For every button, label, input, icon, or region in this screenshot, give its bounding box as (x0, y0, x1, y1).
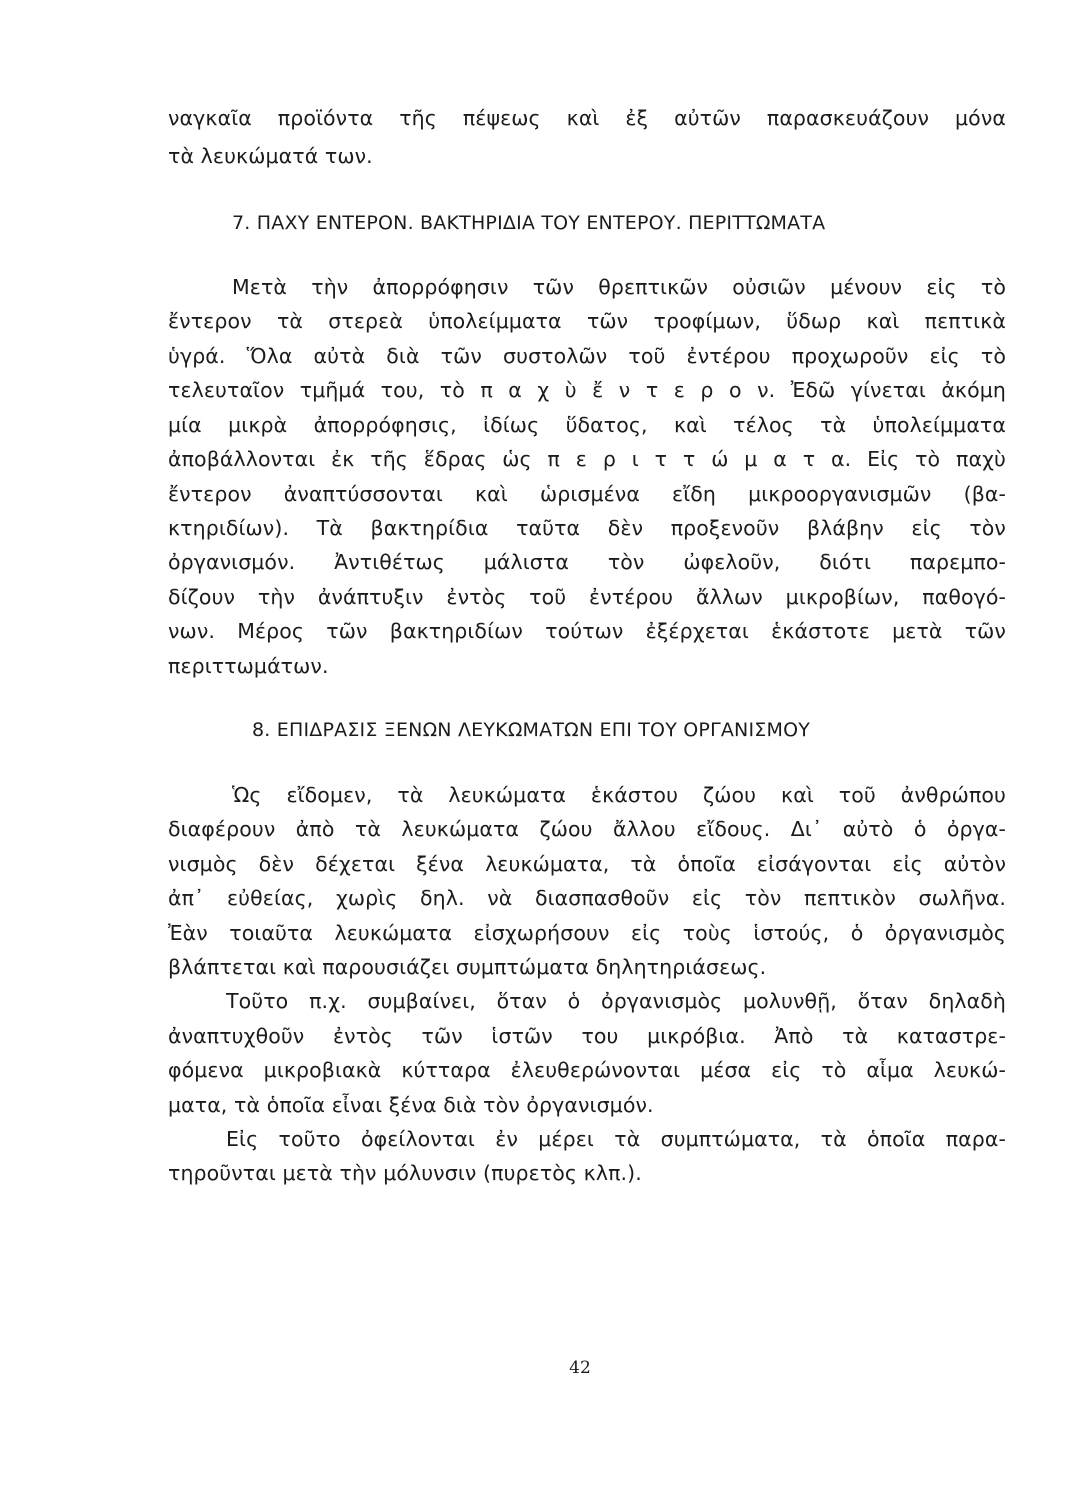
section-8-line-11: Εἰς τοῦτο ὀφείλονται ἐν μέρει τὰ συμπτώματα, τὰ ὁποῖα παρα- (226, 1127, 1006, 1151)
section-8-line-2: διαφέρουν ἀπὸ τὰ λευκώματα ζώου ἄλλου εἴδους. Δι᾽ αὐτὸ ὁ ὀργα- (168, 817, 1006, 841)
section-8-line-6: βλάπτεται καὶ παρουσιάζει συμπτώματα δηλητηριάσεως. (168, 955, 767, 979)
intro-line-1: ναγκαῖα προϊόντα τῆς πέψεως καὶ ἐξ αὐτῶν παρασκευάζουν μόνα (168, 106, 1006, 130)
section-8-line-8: ἀναπτυχθοῦν ἐντὸς τῶν ἱστῶν του μικρόβια. Ἀπὸ τὰ καταστρε- (168, 1024, 1006, 1048)
section-8-line-1: Ὡς εἴδομεν, τὰ λευκώματα ἑκάστου ζώου καὶ τοῦ ἀνθρώπου (232, 783, 1006, 807)
section-8-line-4: ἀπ᾽ εὐθείας, χωρὶς δηλ. νὰ διασπασθοῦν εἰς τὸν πεπτικὸν σωλῆνα. (168, 886, 1006, 910)
section-7-line-1: Μετὰ τὴν ἀπορρόφησιν τῶν θρεπτικῶν οὐσιῶν μένουν εἰς τὸ (232, 275, 1006, 299)
section-7-line-2: ἔντερον τὰ στερεὰ ὑπολείμματα τῶν τροφίμων, ὕδωρ καὶ πεπτικὰ (168, 309, 1006, 333)
section-7-line-5: μία μικρὰ ἀπορρόφησις, ἰδίως ὕδατος, καὶ τέλος τὰ ὑπολείμματα (168, 413, 1006, 437)
section-7-line-4: τελευταῖον τμῆμά του, τὸ π α χ ὺ ἔ ν τ ε ρ ο ν. Ἐδῶ γίνεται ἀκόμη (168, 378, 1006, 402)
section-7-line-12: περιττωμάτων. (168, 654, 329, 678)
section-8-line-7: Τοῦτο π.χ. συμβαίνει, ὅταν ὁ ὀργανισμὸς μολυνθῇ, ὅταν δηλαδὴ (226, 989, 1006, 1013)
section-8-line-9: φόμενα μικροβιακὰ κύτταρα ἐλευθερώνονται μέσα εἰς τὸ αἷμα λευκώ- (168, 1058, 1006, 1082)
section-8-line-12: τηροῦνται μετὰ τὴν μόλυνσιν (πυρετὸς κλπ.). (168, 1161, 642, 1185)
section-7-line-10: δίζουν τὴν ἀνάπτυξιν ἐντὸς τοῦ ἐντέρου ἄλλων μικροβίων, παθογό- (168, 585, 1006, 609)
section-8-line-10: ματα, τὰ ὁποῖα εἶναι ξένα διὰ τὸν ὀργανισμόν. (168, 1093, 654, 1117)
section-7-line-11: νων. Μέρος τῶν βακτηριδίων τούτων ἐξέρχεται ἑκάστοτε μετὰ τῶν (168, 619, 1006, 643)
section-7-line-3: ὑγρά. Ὅλα αὐτὰ διὰ τῶν συστολῶν τοῦ ἐντέρου προχωροῦν εἰς τὸ (168, 344, 1006, 368)
section-8-line-5: Ἐὰν τοιαῦτα λευκώματα εἰσχωρήσουν εἰς τοὺς ἱστούς, ὁ ὀργανισμὸς (168, 921, 1006, 945)
section-7-line-8: κτηριδίων). Τὰ βακτηρίδια ταῦτα δὲν προξενοῦν βλάβην εἰς τὸν (168, 516, 1006, 540)
section-7-line-7: ἔντερον ἀναπτύσσονται καὶ ὡρισμένα εἴδη μικροοργανισμῶν (βα- (168, 482, 1006, 506)
intro-line-2: τὰ λευκώματά των. (168, 144, 373, 168)
section-7-line-9: ὀργανισμόν. Ἀντιθέτως μάλιστα τὸν ὠφελοῦν, διότι παρεμπο- (168, 550, 1006, 574)
section-7-line-6: ἀποβάλλονται ἐκ τῆς ἕδρας ὡς π ε ρ ι τ τ ώ μ α τ α. Εἰς τὸ παχὺ (168, 447, 1006, 471)
page-number: 42 (569, 1358, 591, 1378)
section-8-line-3: νισμὸς δὲν δέχεται ξένα λευκώματα, τὰ ὁποῖα εἰσάγονται εἰς αὐτὸν (168, 852, 1006, 876)
section-7-heading: 7. ΠΑΧΥ ΕΝΤΕΡΟΝ. ΒΑΚΤΗΡΙΔΙΑ ΤΟΥ ΕΝΤΕΡΟΥ. ΠΕΡΙΤΤΩΜΑΤΑ (232, 212, 826, 234)
section-8-heading: 8. ΕΠΙΔΡΑΣΙΣ ΞΕΝΩΝ ΛΕΥΚΩΜΑΤΩΝ ΕΠΙ ΤΟΥ ΟΡΓΑΝΙΣΜΟΥ (252, 719, 811, 741)
